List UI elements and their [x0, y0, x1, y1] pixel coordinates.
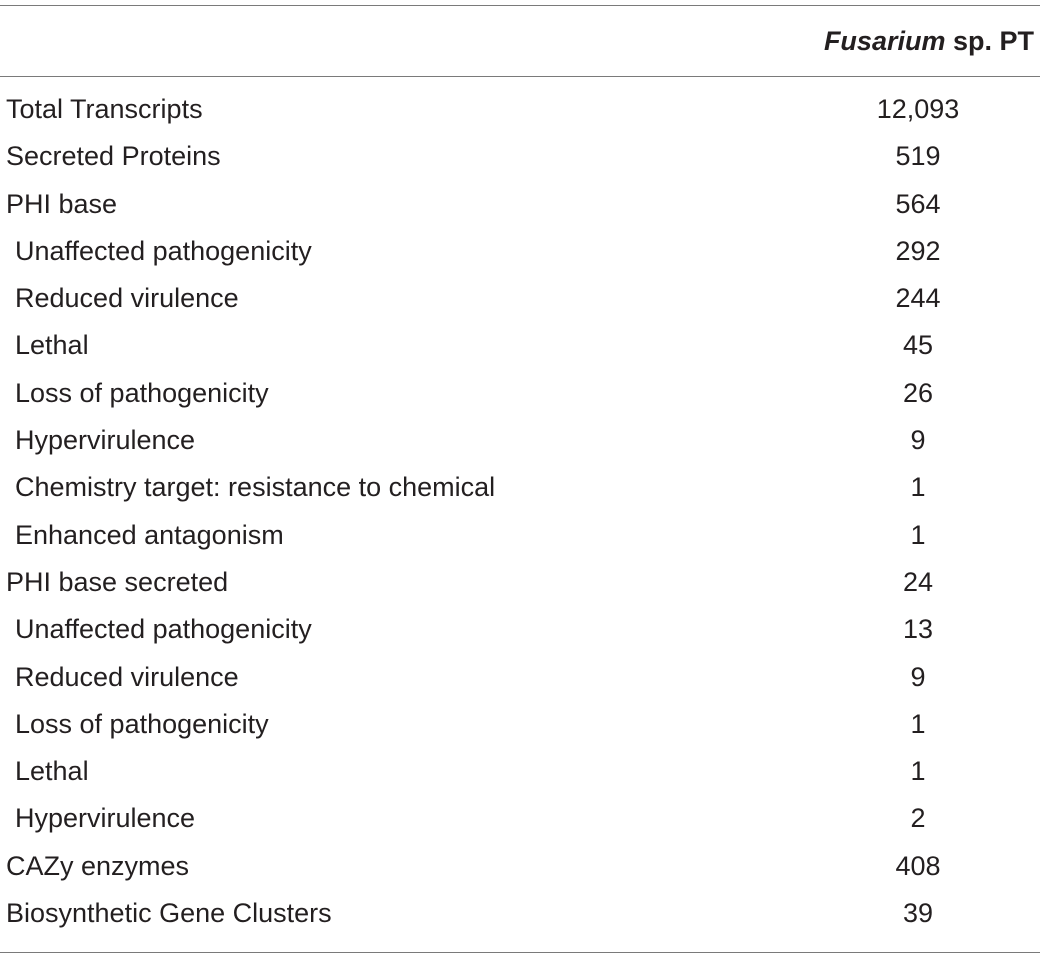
row-label: Secreted Proteins — [6, 141, 221, 172]
row-label: Reduced virulence — [15, 283, 239, 314]
row-label: PHI base secreted — [6, 566, 229, 597]
column-header-suffix: sp. PT — [952, 26, 1034, 56]
row-label: Unaffected pathogenicity — [15, 614, 312, 645]
row-value: 26 — [902, 377, 934, 408]
table-row — [0, 372, 1040, 419]
row-label: Lethal — [15, 330, 89, 361]
table-row — [0, 797, 1040, 844]
row-value: 408 — [895, 850, 941, 881]
table-body — [0, 88, 1040, 939]
row-label: Hypervirulence — [15, 803, 196, 834]
row-label: Enhanced antagonism — [15, 519, 284, 550]
row-label: Total Transcripts — [6, 94, 203, 124]
row-label: CAZy enzymes — [6, 850, 190, 881]
row-value: 564 — [895, 188, 941, 219]
table-row — [0, 277, 1040, 324]
row-label: Lethal — [15, 756, 89, 787]
row-value: 1 — [910, 519, 926, 550]
table-row — [0, 183, 1040, 230]
header-rule — [0, 76, 1040, 77]
row-value: 519 — [895, 141, 941, 172]
table-row — [0, 561, 1040, 608]
table-row — [0, 845, 1040, 892]
row-label: Reduced virulence — [15, 661, 239, 692]
column-header-genus: Fusarium — [823, 26, 946, 56]
table-row — [0, 324, 1040, 371]
table-row — [0, 135, 1040, 182]
row-label: Hypervirulence — [15, 425, 196, 456]
row-value: 292 — [895, 235, 941, 266]
table-row — [0, 656, 1040, 703]
table-bottom-rule — [0, 952, 1040, 953]
row-value: 1 — [910, 472, 926, 503]
row-value: 45 — [902, 330, 934, 361]
row-value: 244 — [895, 283, 941, 314]
row-value: 1 — [910, 756, 926, 787]
row-value: 9 — [910, 425, 926, 456]
row-label: Unaffected pathogenicity — [15, 235, 312, 266]
column-header — [824, 26, 1034, 57]
table-row — [0, 750, 1040, 797]
row-label: Loss of pathogenicity — [15, 377, 269, 408]
row-label: Chemistry target: resistance to chemical — [15, 472, 496, 503]
table-row — [0, 703, 1040, 750]
row-value: 1 — [910, 708, 926, 739]
table-row — [0, 514, 1040, 561]
table-row — [0, 892, 1040, 939]
row-label: Biosynthetic Gene Clusters — [6, 898, 332, 929]
table-row — [0, 88, 1040, 135]
table-row — [0, 608, 1040, 655]
table-top-rule — [0, 5, 1040, 6]
row-value: 13 — [902, 614, 934, 645]
row-value: 12,093 — [876, 94, 960, 124]
row-value: 39 — [902, 898, 934, 929]
row-label: Loss of pathogenicity — [15, 708, 269, 739]
row-label: PHI base — [6, 188, 118, 219]
table-row — [0, 466, 1040, 513]
row-value: 2 — [910, 803, 926, 834]
table-row — [0, 419, 1040, 466]
row-value: 9 — [910, 661, 926, 692]
row-value: 24 — [902, 566, 934, 597]
table-row — [0, 230, 1040, 277]
